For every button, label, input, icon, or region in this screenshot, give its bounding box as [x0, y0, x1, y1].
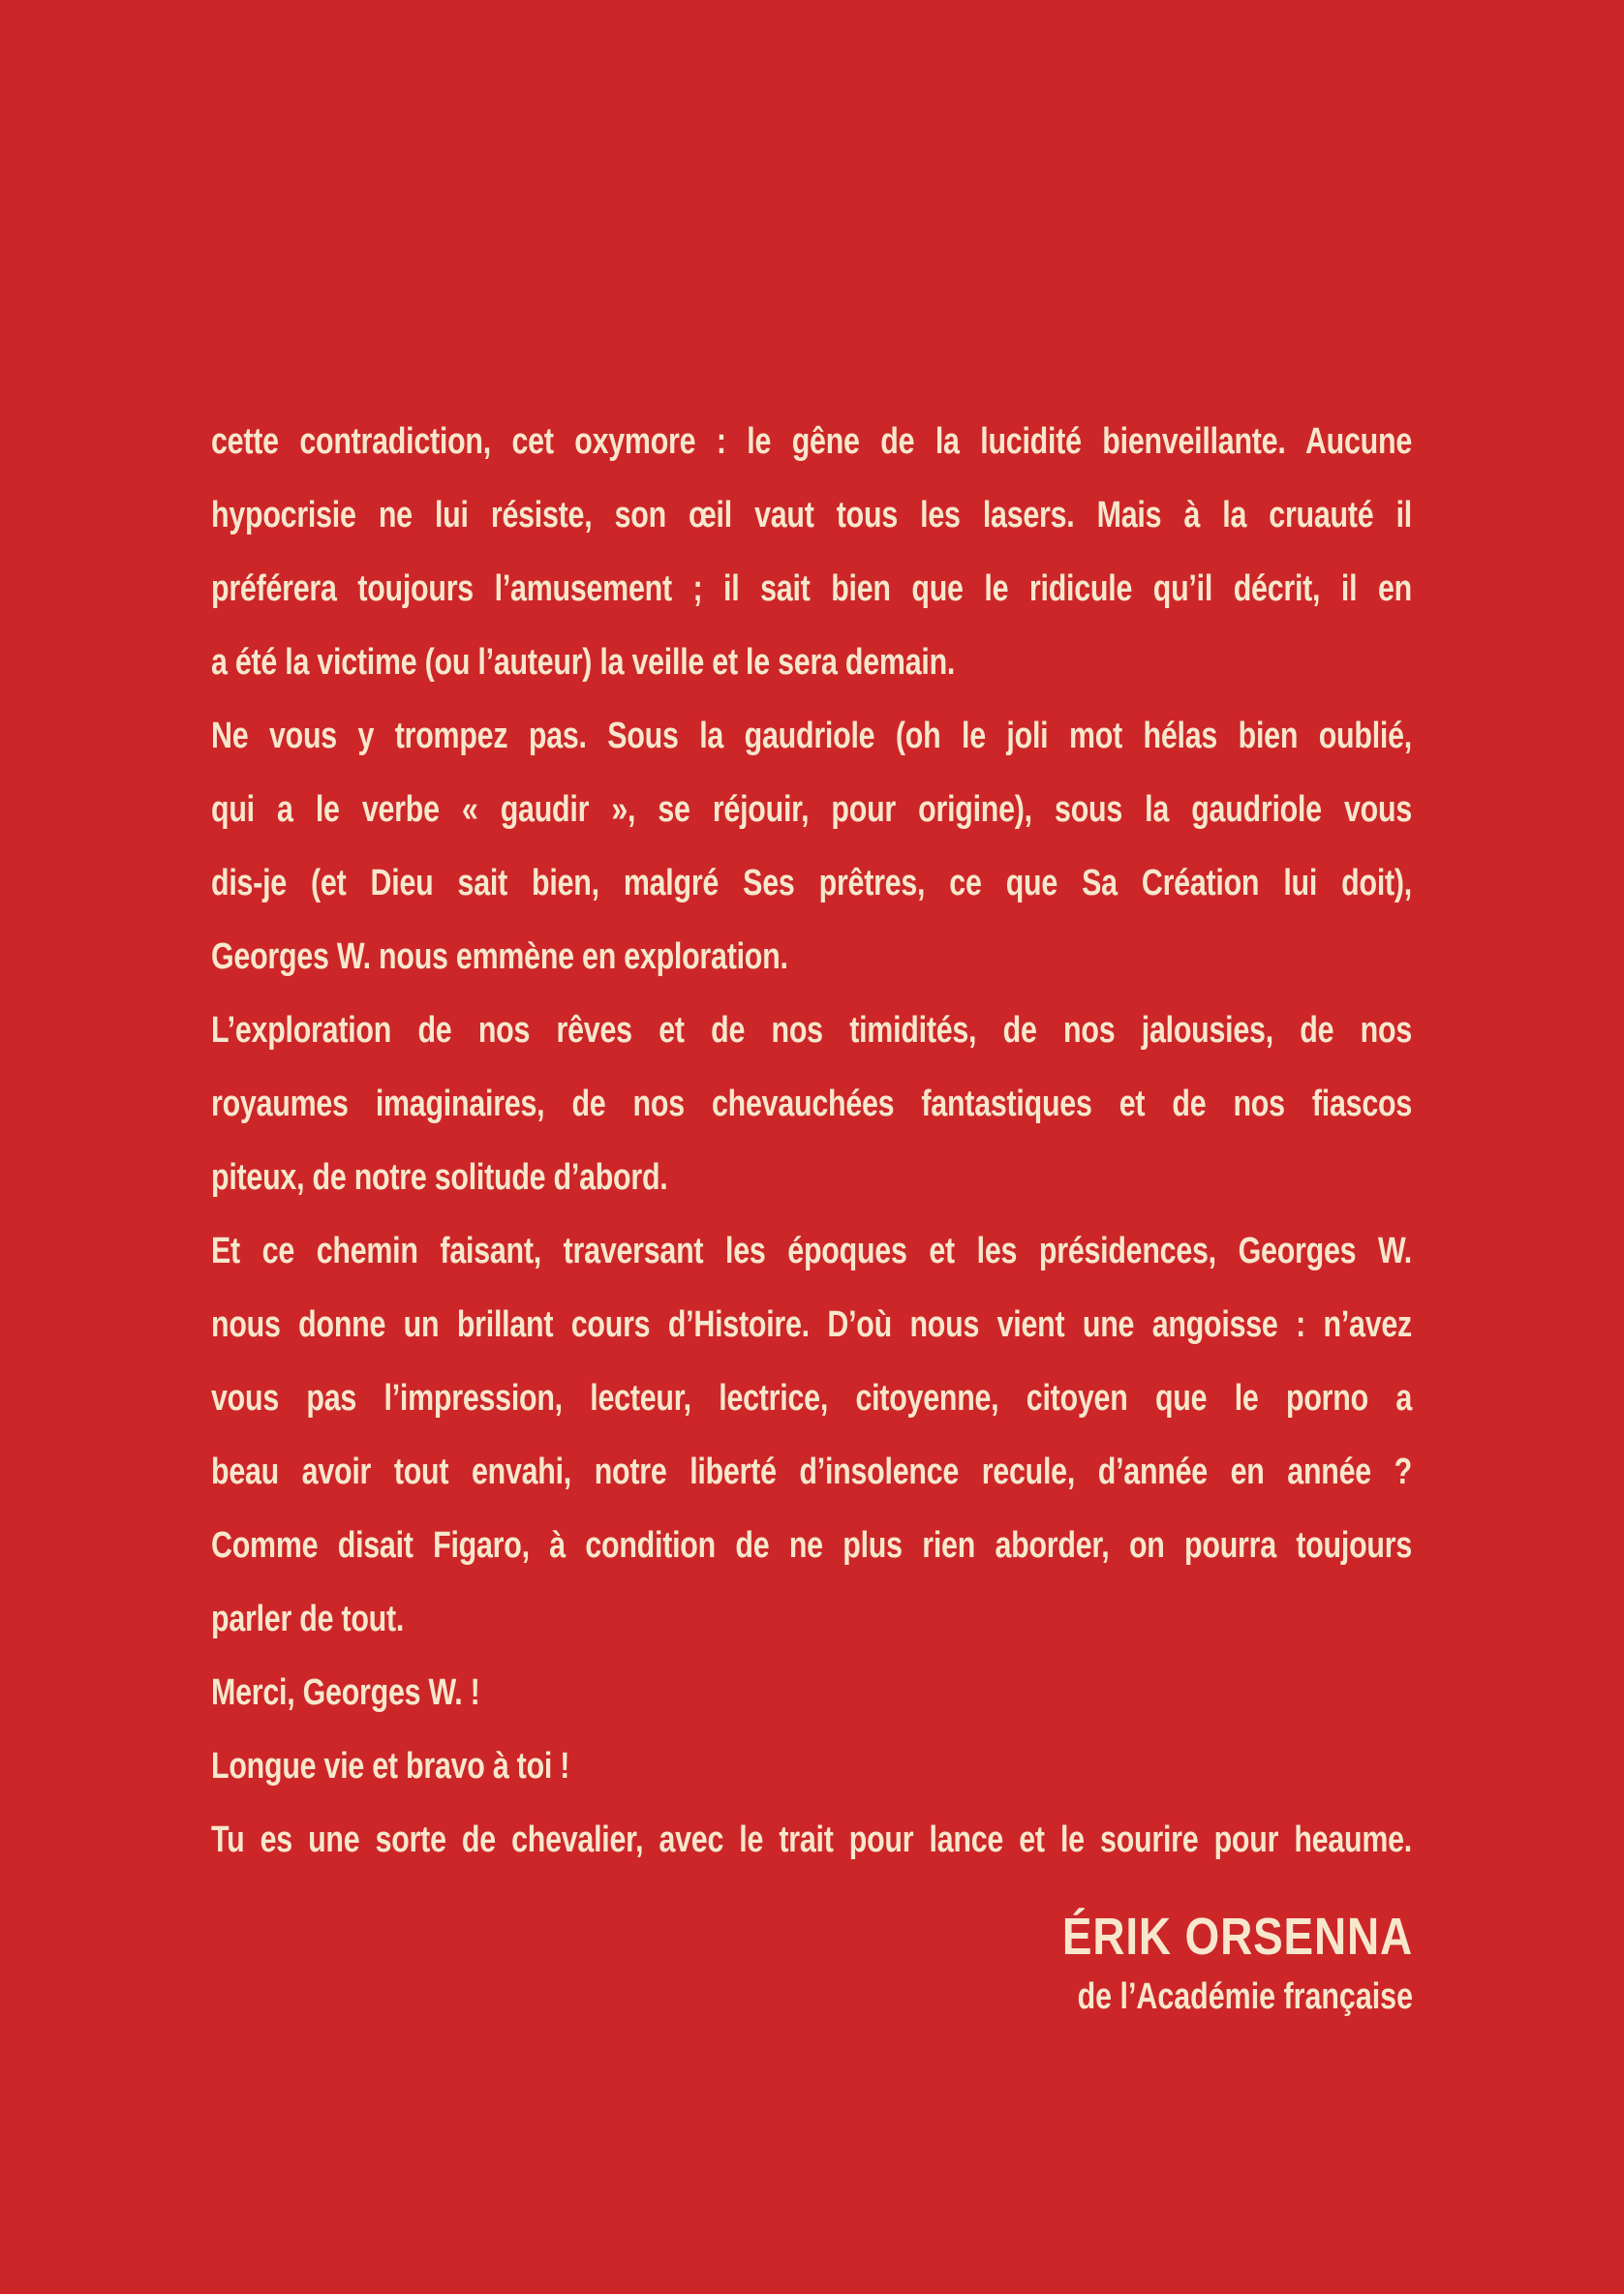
text-line: qui a le verbe « gaudir », se réjouir, pour origine), sous la gaudriole vous — [211, 789, 1412, 830]
text-line: préférera toujours l’amusement ; il sait bien que le ridicule qu’il décrit, il en — [211, 568, 1412, 609]
text-line: nous donne un brillant cours d’Histoire. D’où nous vient une angoisse : n’avez — [211, 1304, 1412, 1345]
text-line: dis-je (et Dieu sait bien, malgré Ses prêtres, ce que Sa Création lui doit), — [211, 863, 1412, 903]
text-line: parler de tout. — [211, 1599, 405, 1639]
text-line: L’exploration de nos rêves et de nos timidités, de nos jalousies, de nos — [211, 1010, 1412, 1051]
text-line: Georges W. nous emmène en exploration. — [211, 936, 788, 977]
text-line: Merci, Georges W. ! — [211, 1672, 480, 1713]
text-line: a été la victime (ou l’auteur) la veille et le sera demain. — [211, 642, 956, 683]
text-line: royaumes imaginaires, de nos chevauchées fantastiques et de nos fiascos — [211, 1084, 1412, 1124]
text-line: Tu es une sorte de chevalier, avec le trait pour lance et le sourire pour heaume. — [211, 1820, 1412, 1860]
text-line: Comme disait Figaro, à condition de ne plus rien aborder, on pourra toujours — [211, 1525, 1412, 1566]
preface-text — [211, 405, 1412, 1877]
author-title: de l’Académie française — [1077, 1976, 1413, 2017]
text-line: vous pas l’impression, lecteur, lectrice, citoyenne, citoyen que le porno a — [211, 1378, 1412, 1419]
text-line: Et ce chemin faisant, traversant les époques et les présidences, Georges W. — [211, 1231, 1412, 1271]
text-line: beau avoir tout envahi, notre liberté d’insolence recule, d’année en année ? — [211, 1452, 1412, 1492]
text-line: Longue vie et bravo à toi ! — [211, 1746, 570, 1787]
signature-block — [994, 1906, 1413, 2020]
author-name: ÉRIK ORSENNA — [1061, 1908, 1413, 1966]
text-line: hypocrisie ne lui résiste, son œil vaut tous les lasers. Mais à la cruauté il — [211, 495, 1412, 535]
text-line: cette contradiction, cet oxymore : le gêne de la lucidité bienveillante. Aucune — [211, 421, 1412, 462]
text-line: Ne vous y trompez pas. Sous la gaudriole (oh le joli mot hélas bien oublié, — [211, 716, 1412, 756]
text-line: piteux, de notre solitude d’abord. — [211, 1157, 668, 1198]
